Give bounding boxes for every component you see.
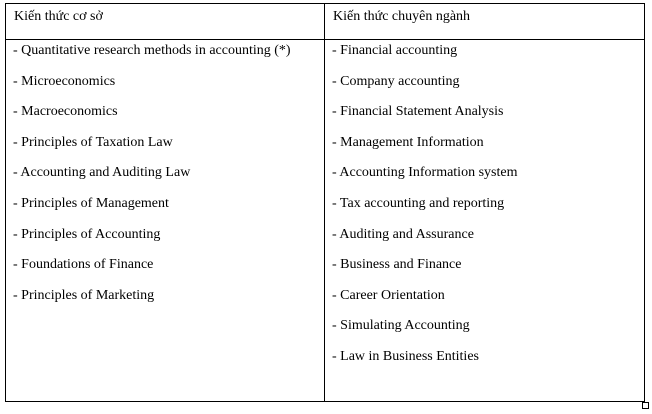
list-item: - Simulating Accounting — [332, 318, 470, 334]
list-item: - Tax accounting and reporting — [332, 195, 505, 211]
list-item: - Foundations of Finance — [13, 257, 154, 273]
list-item: - Financial accounting — [332, 43, 458, 58]
list-item: - Accounting and Auditing Law — [13, 165, 191, 181]
list-item: - Principles of Management — [13, 195, 169, 211]
header-specialized-knowledge: Kiến thức chuyên ngành — [325, 4, 645, 40]
list-item: - Accounting Information system — [332, 165, 518, 181]
list-item: - Law in Business Entities — [332, 348, 479, 364]
list-item: - Principles of Accounting — [13, 226, 161, 242]
list-item: - Management Information — [332, 134, 484, 150]
list-item: - Microeconomics — [13, 73, 116, 89]
list-item: - Financial Statement Analysis — [332, 104, 504, 120]
header-foundation-knowledge: Kiến thức cơ sở — [6, 4, 325, 40]
list-item: - Business and Finance — [332, 257, 462, 273]
specialized-courses-cell — [325, 40, 645, 402]
list-item: - Principles of Taxation Law — [13, 134, 173, 150]
foundation-course-list — [13, 40, 318, 305]
list-item: - Company accounting — [332, 73, 460, 89]
list-item: - Auditing and Assurance — [332, 226, 474, 242]
list-item: - Principles of Marketing — [13, 287, 155, 303]
list-item: - Quantitative research methods in accounting (*) — [13, 43, 291, 58]
specialized-course-list — [332, 40, 638, 366]
curriculum-table — [5, 3, 645, 402]
list-item: - Macroeconomics — [13, 104, 118, 120]
foundation-courses-cell — [6, 40, 325, 402]
resize-handle[interactable] — [642, 402, 649, 409]
list-item: - Career Orientation — [332, 287, 445, 303]
table-header-row — [6, 4, 645, 40]
table-body-row — [6, 40, 645, 402]
